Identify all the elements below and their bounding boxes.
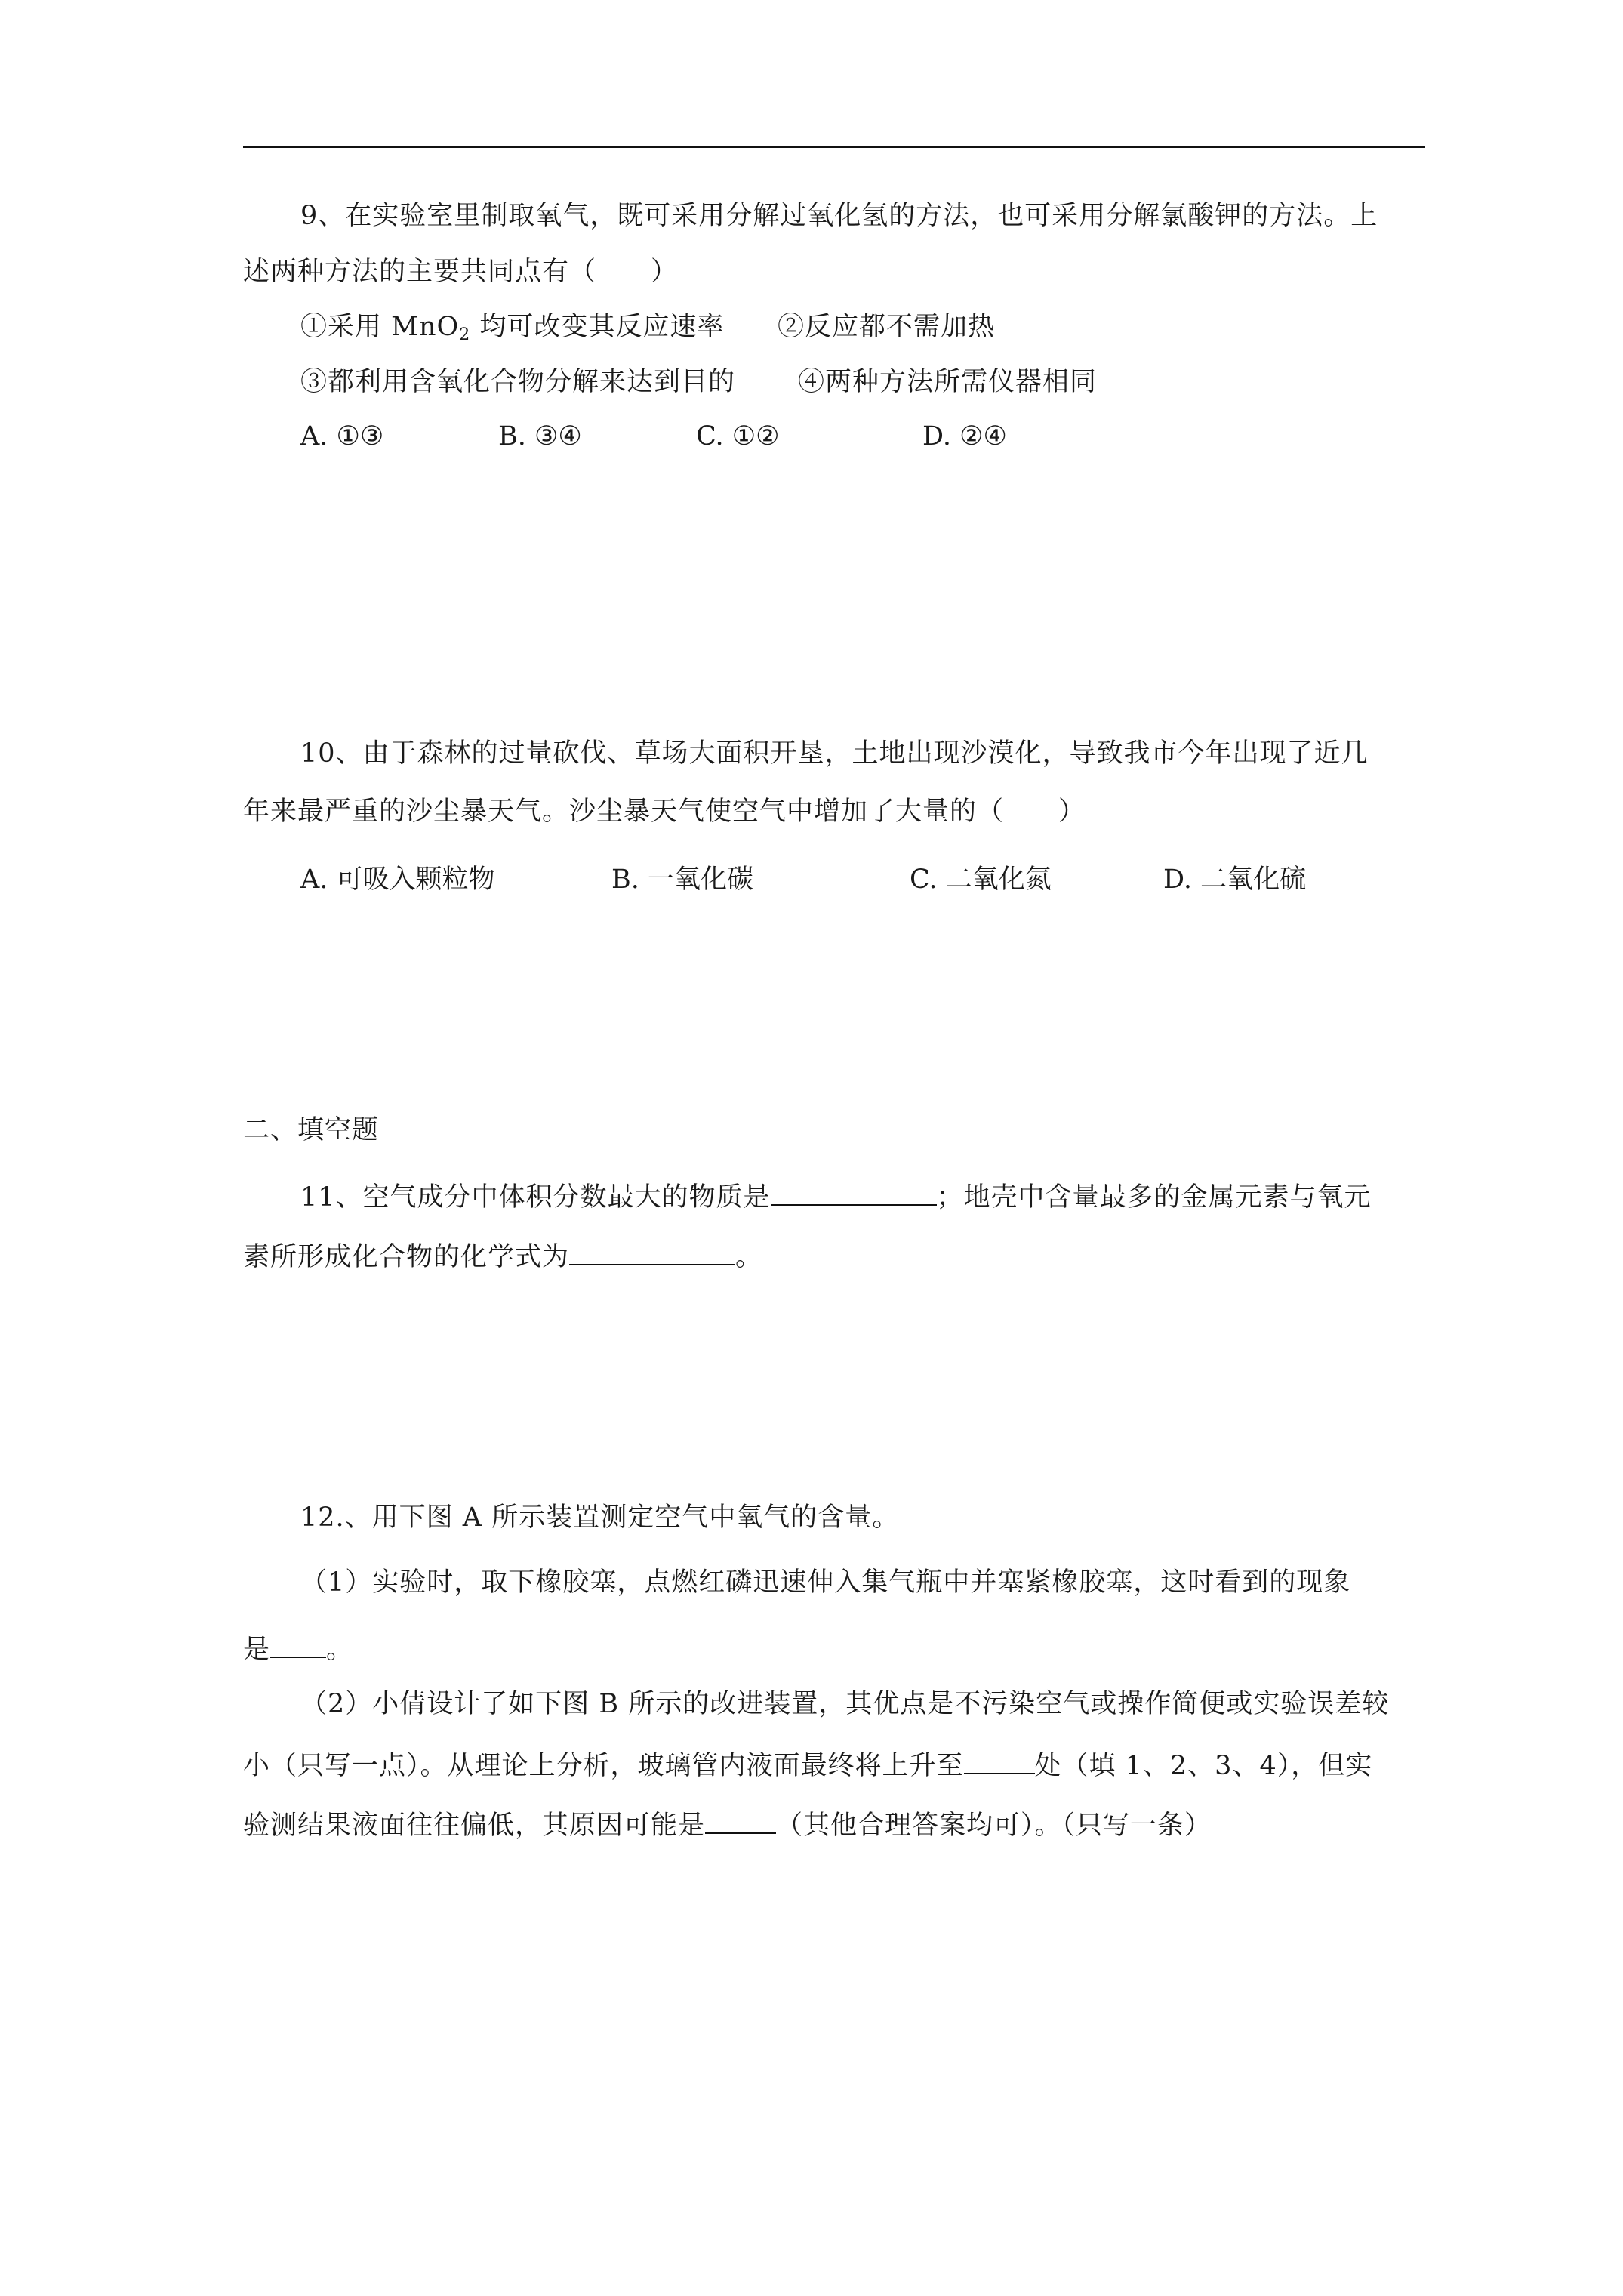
q9-option-b: B. ③④ — [498, 421, 582, 451]
q9-statement-1-pre: ①采用 MnO — [300, 312, 460, 342]
q9-statement-4: ④两种方法所需仪器相同 — [798, 367, 1098, 397]
q9-statement-2: ②反应都不需加热 — [778, 312, 996, 342]
q12-stem: 12.、用下图 A 所示装置测定空气中氧气的含量。 — [300, 1502, 900, 1533]
q12-part2-line2-text-a: 小（只写一点）。从理论上分析，玻璃管内液面最终将上升至 — [243, 1751, 964, 1781]
q11-line1-text-b: ；地壳中含量最多的金属元素与氧元 — [936, 1182, 1372, 1213]
q9-statement-1-post: 均可改变其反应速率 — [470, 312, 725, 342]
header-rule — [243, 146, 1425, 148]
q12-part1-text-a: 是 — [243, 1635, 271, 1665]
q12-part1-answer-blank[interactable] — [270, 1631, 326, 1658]
q9-option-a: A. ①③ — [300, 421, 384, 451]
q10-stem-line1: 10、由于森林的过量砍伐、草场大面积开垦，土地出现沙漠化，导致我市今年出现了近几 — [300, 738, 1369, 769]
section-title-fill-in: 二、填空题 — [243, 1115, 380, 1145]
q9-stem-line1: 9、在实验室里制取氧气，既可采用分解过氧化氢的方法，也可采用分解氯酸钾的方法。上 — [300, 201, 1378, 231]
q12-part2-line1: （2）小倩设计了如下图 B 所示的改进装置，其优点是不污染空气或操作简便或实验误差较 — [300, 1689, 1390, 1719]
q9-option-d: D. ②④ — [922, 421, 1007, 451]
q11-line1 — [300, 1179, 1372, 1214]
q11-line2-text-b: 。 — [735, 1242, 763, 1272]
q10-stem-line2: 年来最严重的沙尘暴天气。沙尘暴天气使空气中增加了大量的（ ） — [243, 797, 1086, 827]
q12-part2-line2 — [243, 1747, 1372, 1783]
q9-option-c: C. ①② — [696, 421, 780, 451]
q10-option-a: A. 可吸入颗粒物 — [300, 864, 495, 895]
q9-statement-1-sub: 2 — [459, 325, 471, 344]
q12-part2-line3 — [243, 1807, 1212, 1842]
q12-part2-answer-blank-1[interactable] — [964, 1747, 1035, 1774]
q11-line1-text-a: 11、空气成分中体积分数最大的物质是 — [300, 1182, 771, 1213]
q11-line2-text-a: 素所形成化合物的化学式为 — [243, 1242, 570, 1272]
q9-statement-3: ③都利用含氧化合物分解来达到目的 — [300, 367, 736, 397]
q12-part1-text-b: 。 — [326, 1635, 354, 1665]
q9-statement-1 — [300, 310, 724, 344]
q9-stem-line2: 述两种方法的主要共同点有（ ） — [243, 257, 679, 287]
q12-part2-line3-text-a: 验测结果液面往往偏低，其原因可能是 — [243, 1811, 706, 1841]
q10-option-c: C. 二氧化氮 — [910, 864, 1052, 895]
q10-option-d: D. 二氧化硫 — [1163, 864, 1307, 895]
q12-part2-line3-text-b: （其他合理答案均可）。（只写一条） — [776, 1811, 1212, 1841]
q11-line2 — [243, 1238, 762, 1274]
q10-option-b: B. 一氧化碳 — [611, 864, 753, 895]
q11-answer-blank-1[interactable] — [771, 1179, 937, 1206]
q12-part1-line1: （1）实验时，取下橡胶塞，点燃红磷迅速伸入集气瓶中并塞紧橡胶塞，这时看到的现象 — [300, 1567, 1351, 1598]
q12-part2-answer-blank-2[interactable] — [705, 1807, 776, 1834]
q12-part2-line2-text-b: 处（填 1、2、3、4），但实 — [1034, 1751, 1373, 1781]
q12-part1-line2 — [243, 1631, 353, 1666]
q11-answer-blank-2[interactable] — [569, 1238, 735, 1265]
